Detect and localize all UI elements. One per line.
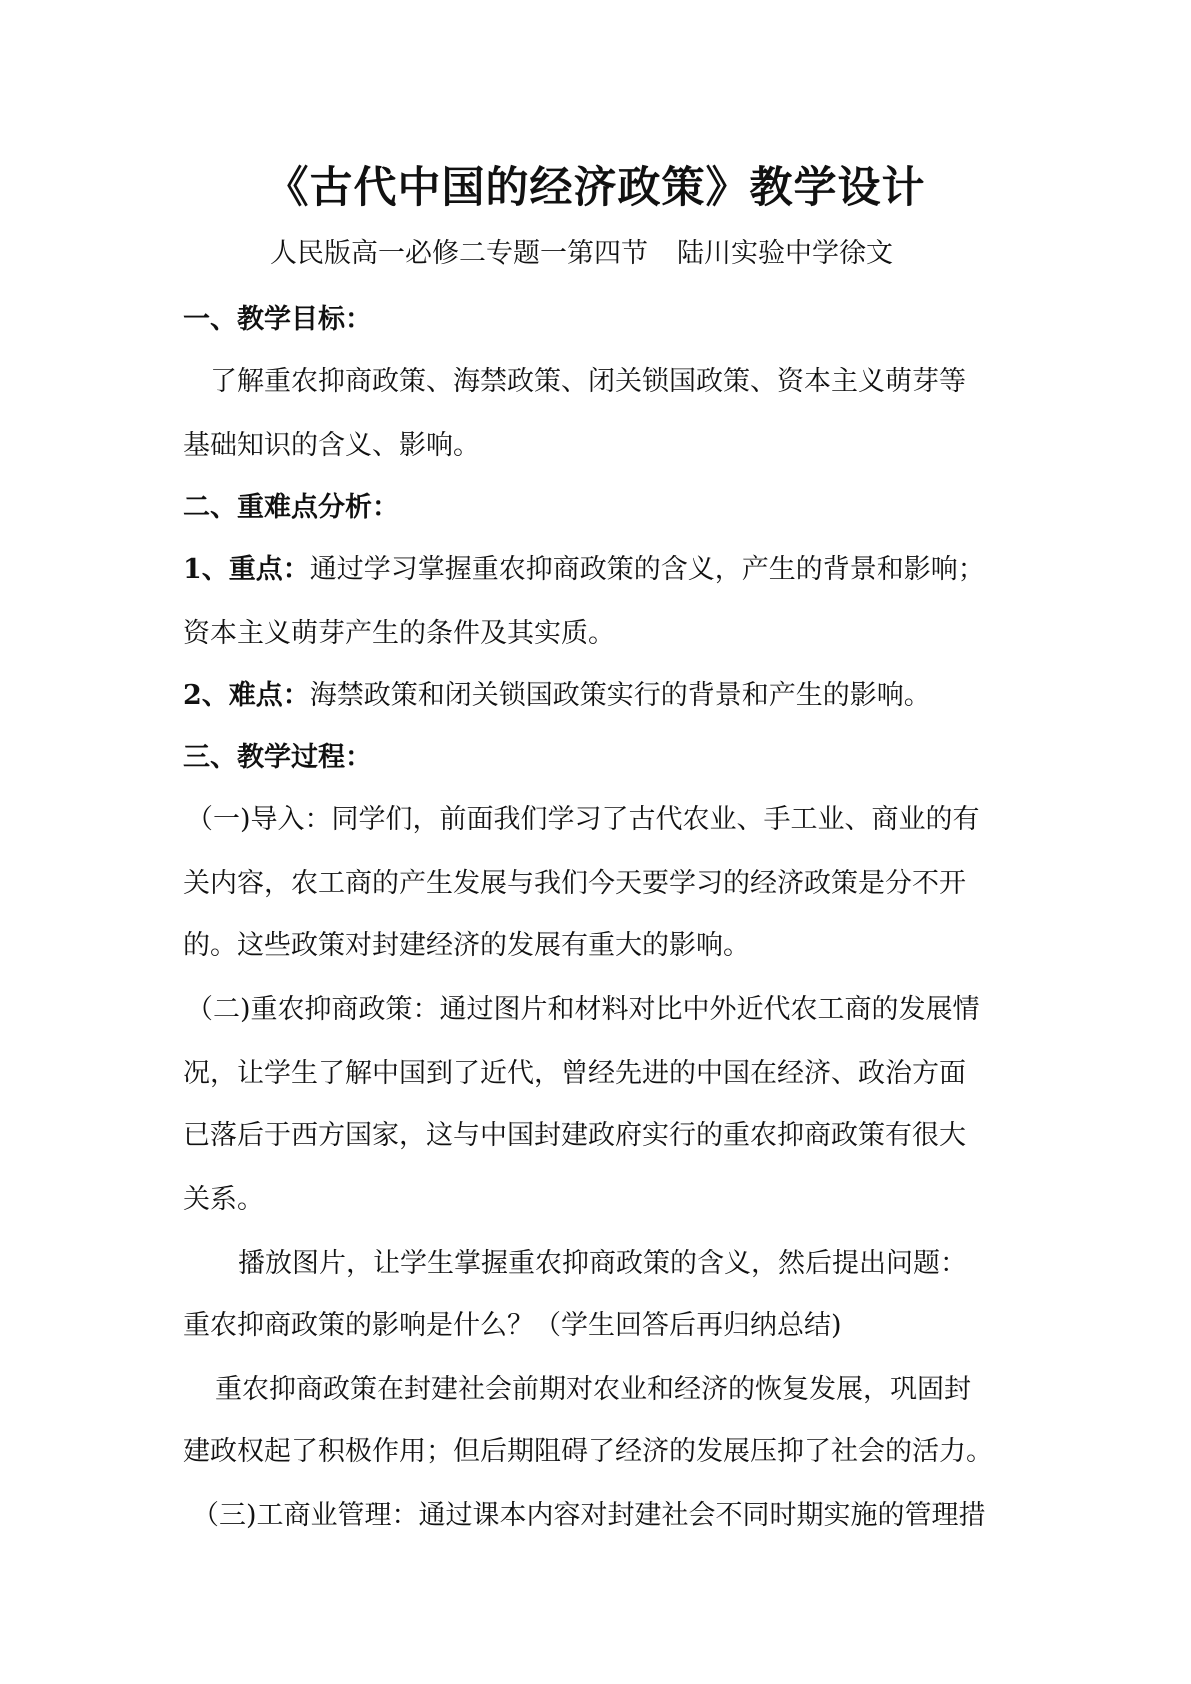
document-subtitle-author: 陆川实验中学徐文: [677, 238, 893, 269]
intro-line-3: 的。这些政策对封建经济的发展有重大的影响。: [183, 930, 750, 961]
keypoint-line-2: 资本主义萌芽产生的条件及其实质。: [183, 618, 615, 649]
difficulty-label: 2、难点：: [183, 680, 310, 711]
effect-line-1: 重农抑商政策在封建社会前期对农业和经济的恢复发展，巩固封: [215, 1374, 971, 1405]
difficulty-line: [183, 676, 931, 716]
play-line-1: 播放图片，让学生掌握重农抑商政策的含义，然后提出问题：: [238, 1248, 967, 1279]
policy-line-1: （二)重农抑商政策：通过图片和材料对比中外近代农工商的发展情: [186, 994, 980, 1025]
keypoint-label: 1、重点：: [183, 554, 310, 585]
section-heading-key-points: 二、重难点分析：: [183, 492, 399, 523]
section-heading-process: 三、教学过程：: [183, 742, 372, 773]
objectives-paragraph-line-2: 基础知识的含义、影响。: [183, 430, 480, 461]
play-line-2: 重农抑商政策的影响是什么？（学生回答后再归纳总结): [183, 1310, 842, 1341]
policy-line-2: 况，让学生了解中国到了近代，曾经先进的中国在经济、政治方面: [183, 1058, 966, 1089]
management-line-1: （三)工商业管理：通过课本内容对封建社会不同时期实施的管理措: [192, 1500, 986, 1531]
intro-line-2: 关内容，农工商的产生发展与我们今天要学习的经济政策是分不开: [183, 868, 966, 899]
policy-line-4: 关系。: [183, 1184, 264, 1215]
intro-line-1: （一)导入：同学们，前面我们学习了古代农业、手工业、商业的有: [186, 804, 980, 835]
keypoint-line-1: [183, 550, 985, 590]
effect-line-2: 建政权起了积极作用；但后期阻碍了经济的发展压抑了社会的活力。: [183, 1436, 993, 1467]
difficulty-text: 海禁政策和闭关锁国政策实行的背景和产生的影响。: [309, 680, 931, 711]
objectives-paragraph-line-1: 了解重农抑商政策、海禁政策、闭关锁国政策、资本主义萌芽等: [210, 366, 966, 397]
document-subtitle-course: 人民版高一必修二专题一第四节: [270, 238, 648, 269]
keypoint-text: 通过学习掌握重农抑商政策的含义，产生的背景和影响；: [309, 554, 985, 585]
policy-line-3: 已落后于西方国家，这与中国封建政府实行的重农抑商政策有很大: [183, 1120, 966, 1151]
section-heading-objectives: 一、教学目标：: [183, 304, 372, 335]
document-title: 《古代中国的经济政策》教学设计: [265, 163, 926, 213]
